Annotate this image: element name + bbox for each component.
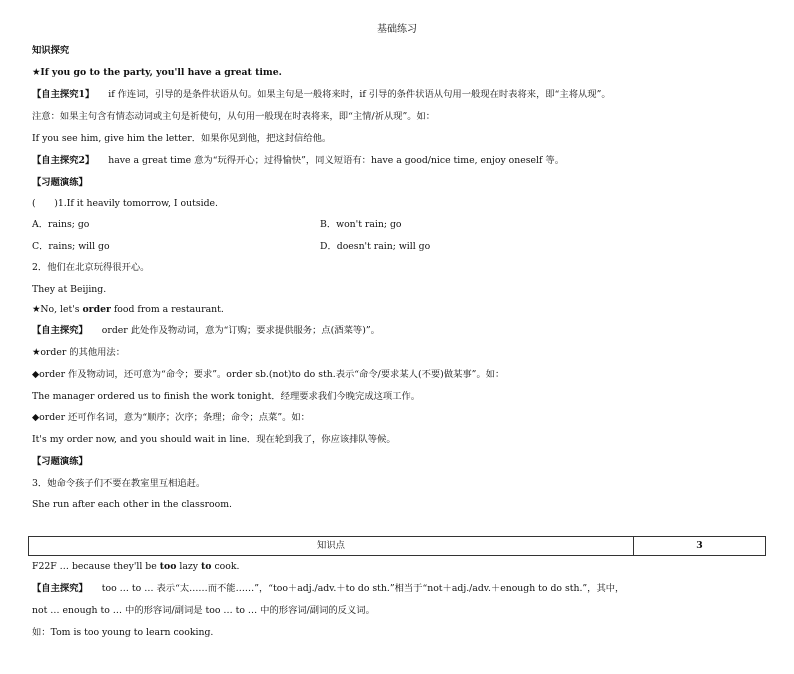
key-sentence-2-post: food from a restaurant. xyxy=(110,304,224,315)
question-1-options-row-1 xyxy=(32,218,774,231)
knowledge-point-table xyxy=(28,536,766,556)
explore-4-tag: 【自主探究】 xyxy=(32,583,88,594)
key-phrase-have-a-great-time: have a great time xyxy=(187,67,279,78)
question-3: 3．她命令孩子们不要在教室里互相追赶。 xyxy=(32,478,206,489)
key-sentence-3 xyxy=(32,560,774,573)
explore-4-continued: not … enough to … 中的形容词/副词是 too … to … 中的形容词/副词的反义词。 xyxy=(32,605,375,616)
question-3-answer-line: She run after each other in the classroom. xyxy=(32,499,232,510)
option-a: A．rains; go xyxy=(32,219,90,230)
practice-heading-2: 【习题演练】 xyxy=(32,456,88,467)
explore-2-text: have a great time 意为“玩得开心；过得愉快”，同义短语有：have a good/nice time, enjoy oneself 等。 xyxy=(108,155,564,166)
explore-1-tag: 【自主探究1】 xyxy=(32,89,95,100)
key-sentence-2-pre: ★No, let's xyxy=(32,304,83,315)
order-usage-verb: ◆order 作及物动词，还可意为“命令；要求”。order sb.(not)to do sth.表示“命令/要求某人(不要)做某事”。如： xyxy=(32,369,505,380)
note-line: 注意：如果主句含有情态动词或主句是祈使句，从句用一般现在时表将来，即“主情/祈从现”。如： xyxy=(32,111,436,122)
explore-3-tag: 【自主探究】 xyxy=(32,325,88,336)
practice-heading-1: 【习题演练】 xyxy=(32,177,88,188)
knowledge-point-number: 3 xyxy=(696,540,703,551)
key-sentence-1-post: . xyxy=(278,67,282,78)
explore-3 xyxy=(32,324,774,337)
question-2: 2．他们在北京玩得很开心。 xyxy=(32,262,150,273)
key-sentence-3-mid: lazy xyxy=(176,561,201,572)
example-too-to: 如：Tom is too young to learn cooking. xyxy=(32,627,214,638)
key-word-to: to xyxy=(200,561,212,572)
option-d: D．doesn't rain; will go xyxy=(320,241,431,252)
question-1-options-row-2 xyxy=(32,240,774,253)
key-sentence-3-pre: F22F … because they'll be xyxy=(32,561,160,572)
key-sentence-1-pre: If you go to the party, you'll xyxy=(40,67,188,78)
option-b: B．won't rain; go xyxy=(320,219,402,230)
order-usage-noun: ◆order 还可作名词，意为“顺序；次序；条理；命令；点菜”。如： xyxy=(32,412,310,423)
key-sentence-2 xyxy=(32,303,774,316)
section-heading: 知识探究 xyxy=(32,45,70,56)
star-icon: ★ xyxy=(32,67,41,78)
key-word-order: order xyxy=(82,304,111,315)
order-example-2: It's my order now, and you should wait in line．现在轮到我了，你应该排队等候。 xyxy=(32,434,396,445)
explore-2 xyxy=(32,154,774,167)
explore-3-text: order 此处作及物动词，意为“订购；要求提供服务；点(酒菜等)”。 xyxy=(101,325,380,336)
key-sentence-1 xyxy=(32,66,774,79)
knowledge-point-label: 知识点 xyxy=(29,537,634,555)
explore-1-text: if 作连词，引导的是条件状语从句。如果主句是一般将来时，if 引导的条件状语从句用一般现在时表将来，即“主将从现”。 xyxy=(108,89,611,100)
order-usage-heading: ★order 的其他用法： xyxy=(32,347,126,358)
option-c: C．rains; will go xyxy=(32,241,110,252)
explore-2-tag: 【自主探究2】 xyxy=(32,155,95,166)
question-2-answer-line: They at Beijing. xyxy=(32,284,107,295)
example-1: If you see him, give him the letter．如果你见到他，把这封信给他。 xyxy=(32,133,332,144)
page-title: 基础练习 xyxy=(377,24,417,35)
key-word-too: too xyxy=(159,561,177,572)
key-sentence-3-post: cook. xyxy=(211,561,240,572)
order-example-1: The manager ordered us to finish the work tonight．经理要求我们今晚完成这项工作。 xyxy=(32,391,421,402)
explore-4-text: too … to … 表示“太……而不能……”，“too＋adj./adv.＋to do sth.”相当于“not＋adj./adv.＋enough to do sth.”，其中， xyxy=(101,583,625,594)
explore-4 xyxy=(32,582,774,595)
question-1: ( )1.If it heavily tomorrow, I outside. xyxy=(32,198,218,209)
explore-1 xyxy=(32,88,774,101)
